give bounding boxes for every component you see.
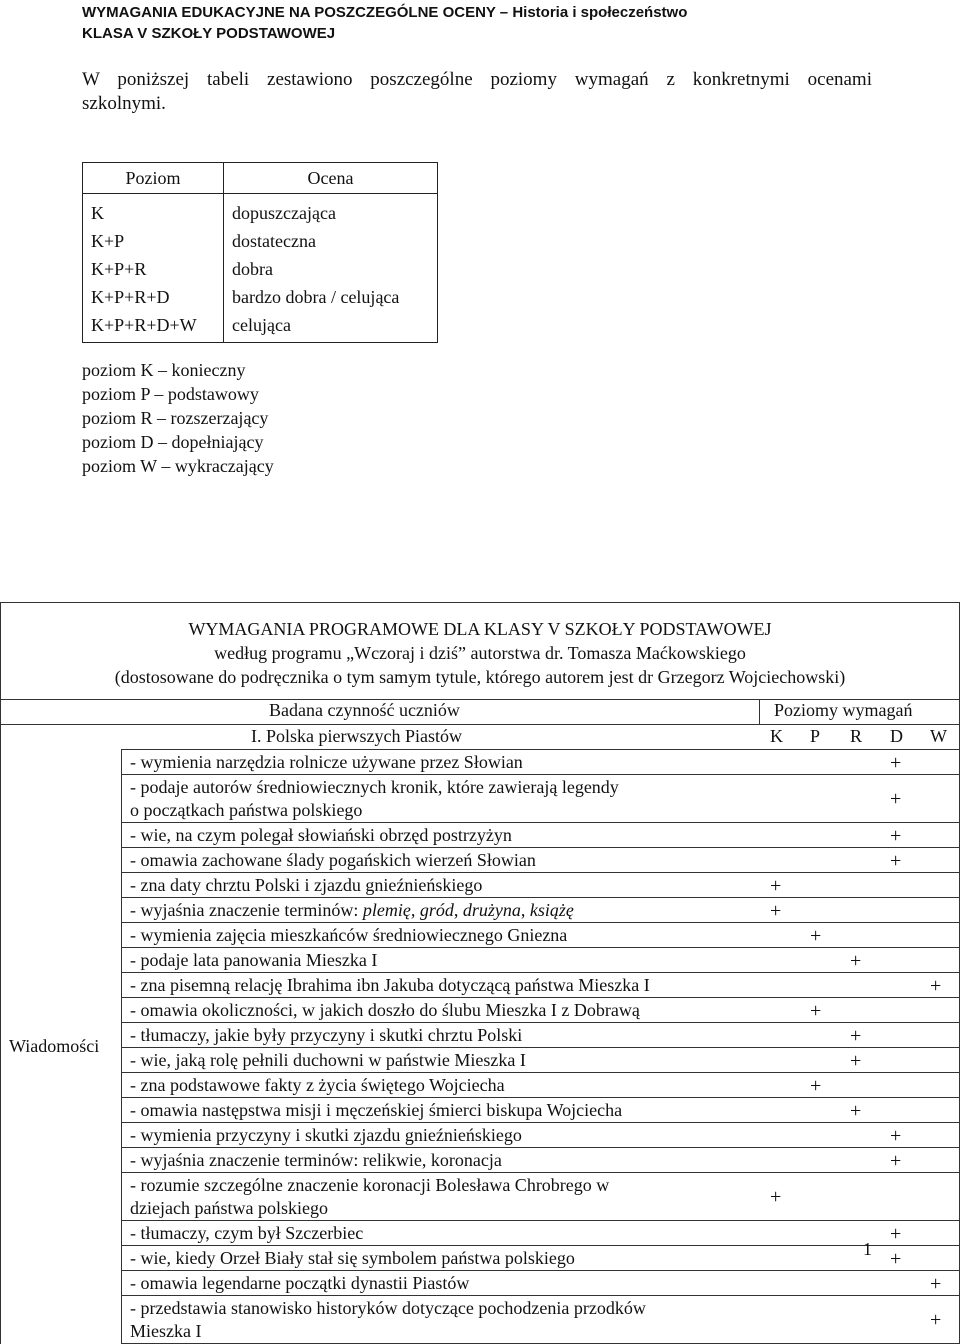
requirement-text: - wymienia zajęcia mieszkańców średniowiecznego Gniezna [130,925,568,945]
level-grade: bardzo dobra / celująca [224,283,438,311]
level-column-p: P [810,726,821,746]
row-divider [121,1220,959,1221]
requirement-text: - omawia okoliczności, w jakich doszło do ślubu Mieszka I z Dobrawą [130,1000,640,1020]
level-mark: + [850,1099,862,1122]
level-code: K+P+R+D [83,283,224,311]
level-code: K+P [83,227,224,255]
level-mark: + [810,924,822,947]
requirement-text: - wie, kiedy Orzeł Biały stał się symbolem państwa polskiego [130,1248,575,1268]
row-divider [121,922,959,923]
row-divider [121,1245,959,1246]
level-mark: + [850,1024,862,1047]
term: książę [529,900,574,920]
row-divider [121,822,959,823]
term-prefix: - wyjaśnia znaczenie terminów: [130,900,363,920]
row-divider [121,972,959,973]
row-divider [121,997,959,998]
level-mark: + [890,849,902,872]
requirement-text: - tłumaczy, czym był Szczerbiec [130,1223,364,1243]
row-divider [121,872,959,873]
requirement-text: - omawia legendarne początki dynastii Piastów [130,1273,470,1293]
requirement-text: - wyjaśnia znaczenie terminów: relikwie, koronacja [130,1150,502,1170]
level-mark: + [890,1247,902,1270]
requirement-text-cont: o początkach państwa polskiego [130,800,363,820]
level-code: K+P+R+D+W [83,311,224,343]
levels-header-poziom: Poziom [83,163,224,194]
term: gród [419,900,454,920]
level-mark: + [810,999,822,1022]
level-mark: + [770,1186,782,1208]
level-column-r: R [850,726,863,746]
intro-text-cont: szkolnymi. [82,93,166,114]
intro-text: W poniższej tabeli zestawiono poszczególne poziomy wymagań z konkretnymi ocenami [82,69,872,90]
requirement-text: - podaje autorów średniowiecznych kronik, które zawierają legendy [130,777,619,797]
row-divider [121,1295,959,1296]
row-divider [121,1172,959,1173]
level-mark: + [890,824,902,847]
row-divider [121,1072,959,1073]
row-divider [121,847,959,848]
level-mark: + [890,1149,902,1172]
column-activity-header: Badana czynność uczniów [269,700,460,720]
row-divider [121,774,959,775]
row-divider [121,1147,959,1148]
legend-item: poziom W – wykraczający [82,456,274,476]
header-divider [759,699,760,724]
requirements-title-line3: (dostosowane do podręcznika o tym samym tytule, którego autorem jest dr Grzegorz Wojciechowski) [114,667,846,687]
column-levels-header: Poziomy wymagań [774,700,913,720]
requirement-text: - zna podstawowe fakty z życia świętego Wojciecha [130,1075,505,1095]
level-mark: + [770,899,782,922]
legend-item: poziom R – rozszerzający [82,408,269,428]
requirements-title-line2: według programu „Wczoraj i dziś” autorstwa dr. Tomasza Maćkowskiego [214,643,746,663]
header-title: WYMAGANIA EDUKACYJNE NA POSZCZEGÓLNE OCENY – Historia i społeczeństwo [82,4,688,21]
levels-header-ocena: Ocena [224,163,438,194]
level-mark: + [930,1272,942,1295]
requirement-text: - podaje lata panowania Mieszka I [130,950,378,970]
legend-item: poziom K – konieczny [82,360,246,380]
requirement-text: - omawia zachowane ślady pogańskich wierzeń Słowian [130,850,536,870]
row-divider [121,897,959,898]
level-code: K+P+R [83,255,224,283]
levels-table [82,162,438,343]
row-divider [121,1022,959,1023]
term-separator: , [520,900,530,920]
requirement-text: - wymienia przyczyny i skutki zjazdu gnieźnieńskiego [130,1125,522,1145]
requirement-text: - przedstawia stanowisko historyków dotyczące pochodzenia przodków [130,1298,646,1318]
requirements-title-line1: WYMAGANIA PROGRAMOWE DLA KLASY V SZKOŁY PODSTAWOWEJ [188,619,772,639]
legend-item: poziom P – podstawowy [82,384,259,404]
level-mark: + [810,1074,822,1097]
row-divider [121,1270,959,1271]
header-subtitle: KLASA V SZKOŁY PODSTAWOWEJ [82,25,336,42]
requirement-text: - zna pisemną relację Ibrahima ibn Jakuba dotyczącą państwa Mieszka I [130,975,650,995]
requirement-text [130,900,574,921]
level-column-d: D [890,726,903,746]
level-column-w: W [930,726,947,746]
level-legend [82,358,274,478]
level-grade: dostateczna [224,227,438,255]
level-mark: + [890,751,902,774]
level-grade: dopuszczająca [224,194,438,228]
row-divider [121,1122,959,1123]
level-grade: dobra [224,255,438,283]
level-mark: + [770,874,782,897]
level-mark: + [930,974,942,997]
section-title: I. Polska pierwszych Piastów [251,726,462,746]
legend-item: poziom D – dopełniający [82,432,264,452]
level-mark: + [850,949,862,972]
requirement-text-cont: dziejach państwa polskiego [130,1198,328,1218]
section-line [1,724,959,725]
level-mark: + [890,1124,902,1147]
requirement-text: - zna daty chrztu Polski i zjazdu gnieźnieńskiego [130,875,483,895]
requirement-text: - wie, na czym polegał słowiański obrzęd postrzyżyn [130,825,512,845]
term-separator: , [410,900,420,920]
category-label: Wiadomości [9,1036,100,1056]
term: drużyna [462,900,521,920]
requirements-title [1,617,959,689]
document-header [82,2,882,44]
level-mark: + [890,788,902,810]
requirement-text: - omawia następstwa misji i męczeńskiej śmierci biskupa Wojciecha [130,1100,623,1120]
level-mark: + [850,1049,862,1072]
requirement-text: - tłumaczy, jakie były przyczyny i skutki chrztu Polski [130,1025,523,1045]
requirement-text: - rozumie szczególne znaczenie koronacji Bolesława Chrobrego w [130,1175,610,1195]
row-divider [121,1047,959,1048]
requirements-table [0,602,960,1344]
requirement-text: - wymienia narzędzia rolnicze używane przez Słowian [130,752,523,772]
term-separator: , [453,900,463,920]
level-mark: + [930,1309,942,1331]
requirement-text: - wie, jaką rolę pełnili duchowni w państwie Mieszka I [130,1050,526,1070]
level-mark: + [890,1222,902,1245]
row-divider [121,947,959,948]
level-code: K [83,194,224,228]
level-column-k: K [770,726,783,746]
term: plemię [362,900,411,920]
row-divider [121,1097,959,1098]
section-bottom-line [121,749,959,750]
requirement-text-cont: Mieszka I [130,1321,202,1341]
page-number: 1 [863,1239,872,1259]
level-grade: celująca [224,311,438,343]
